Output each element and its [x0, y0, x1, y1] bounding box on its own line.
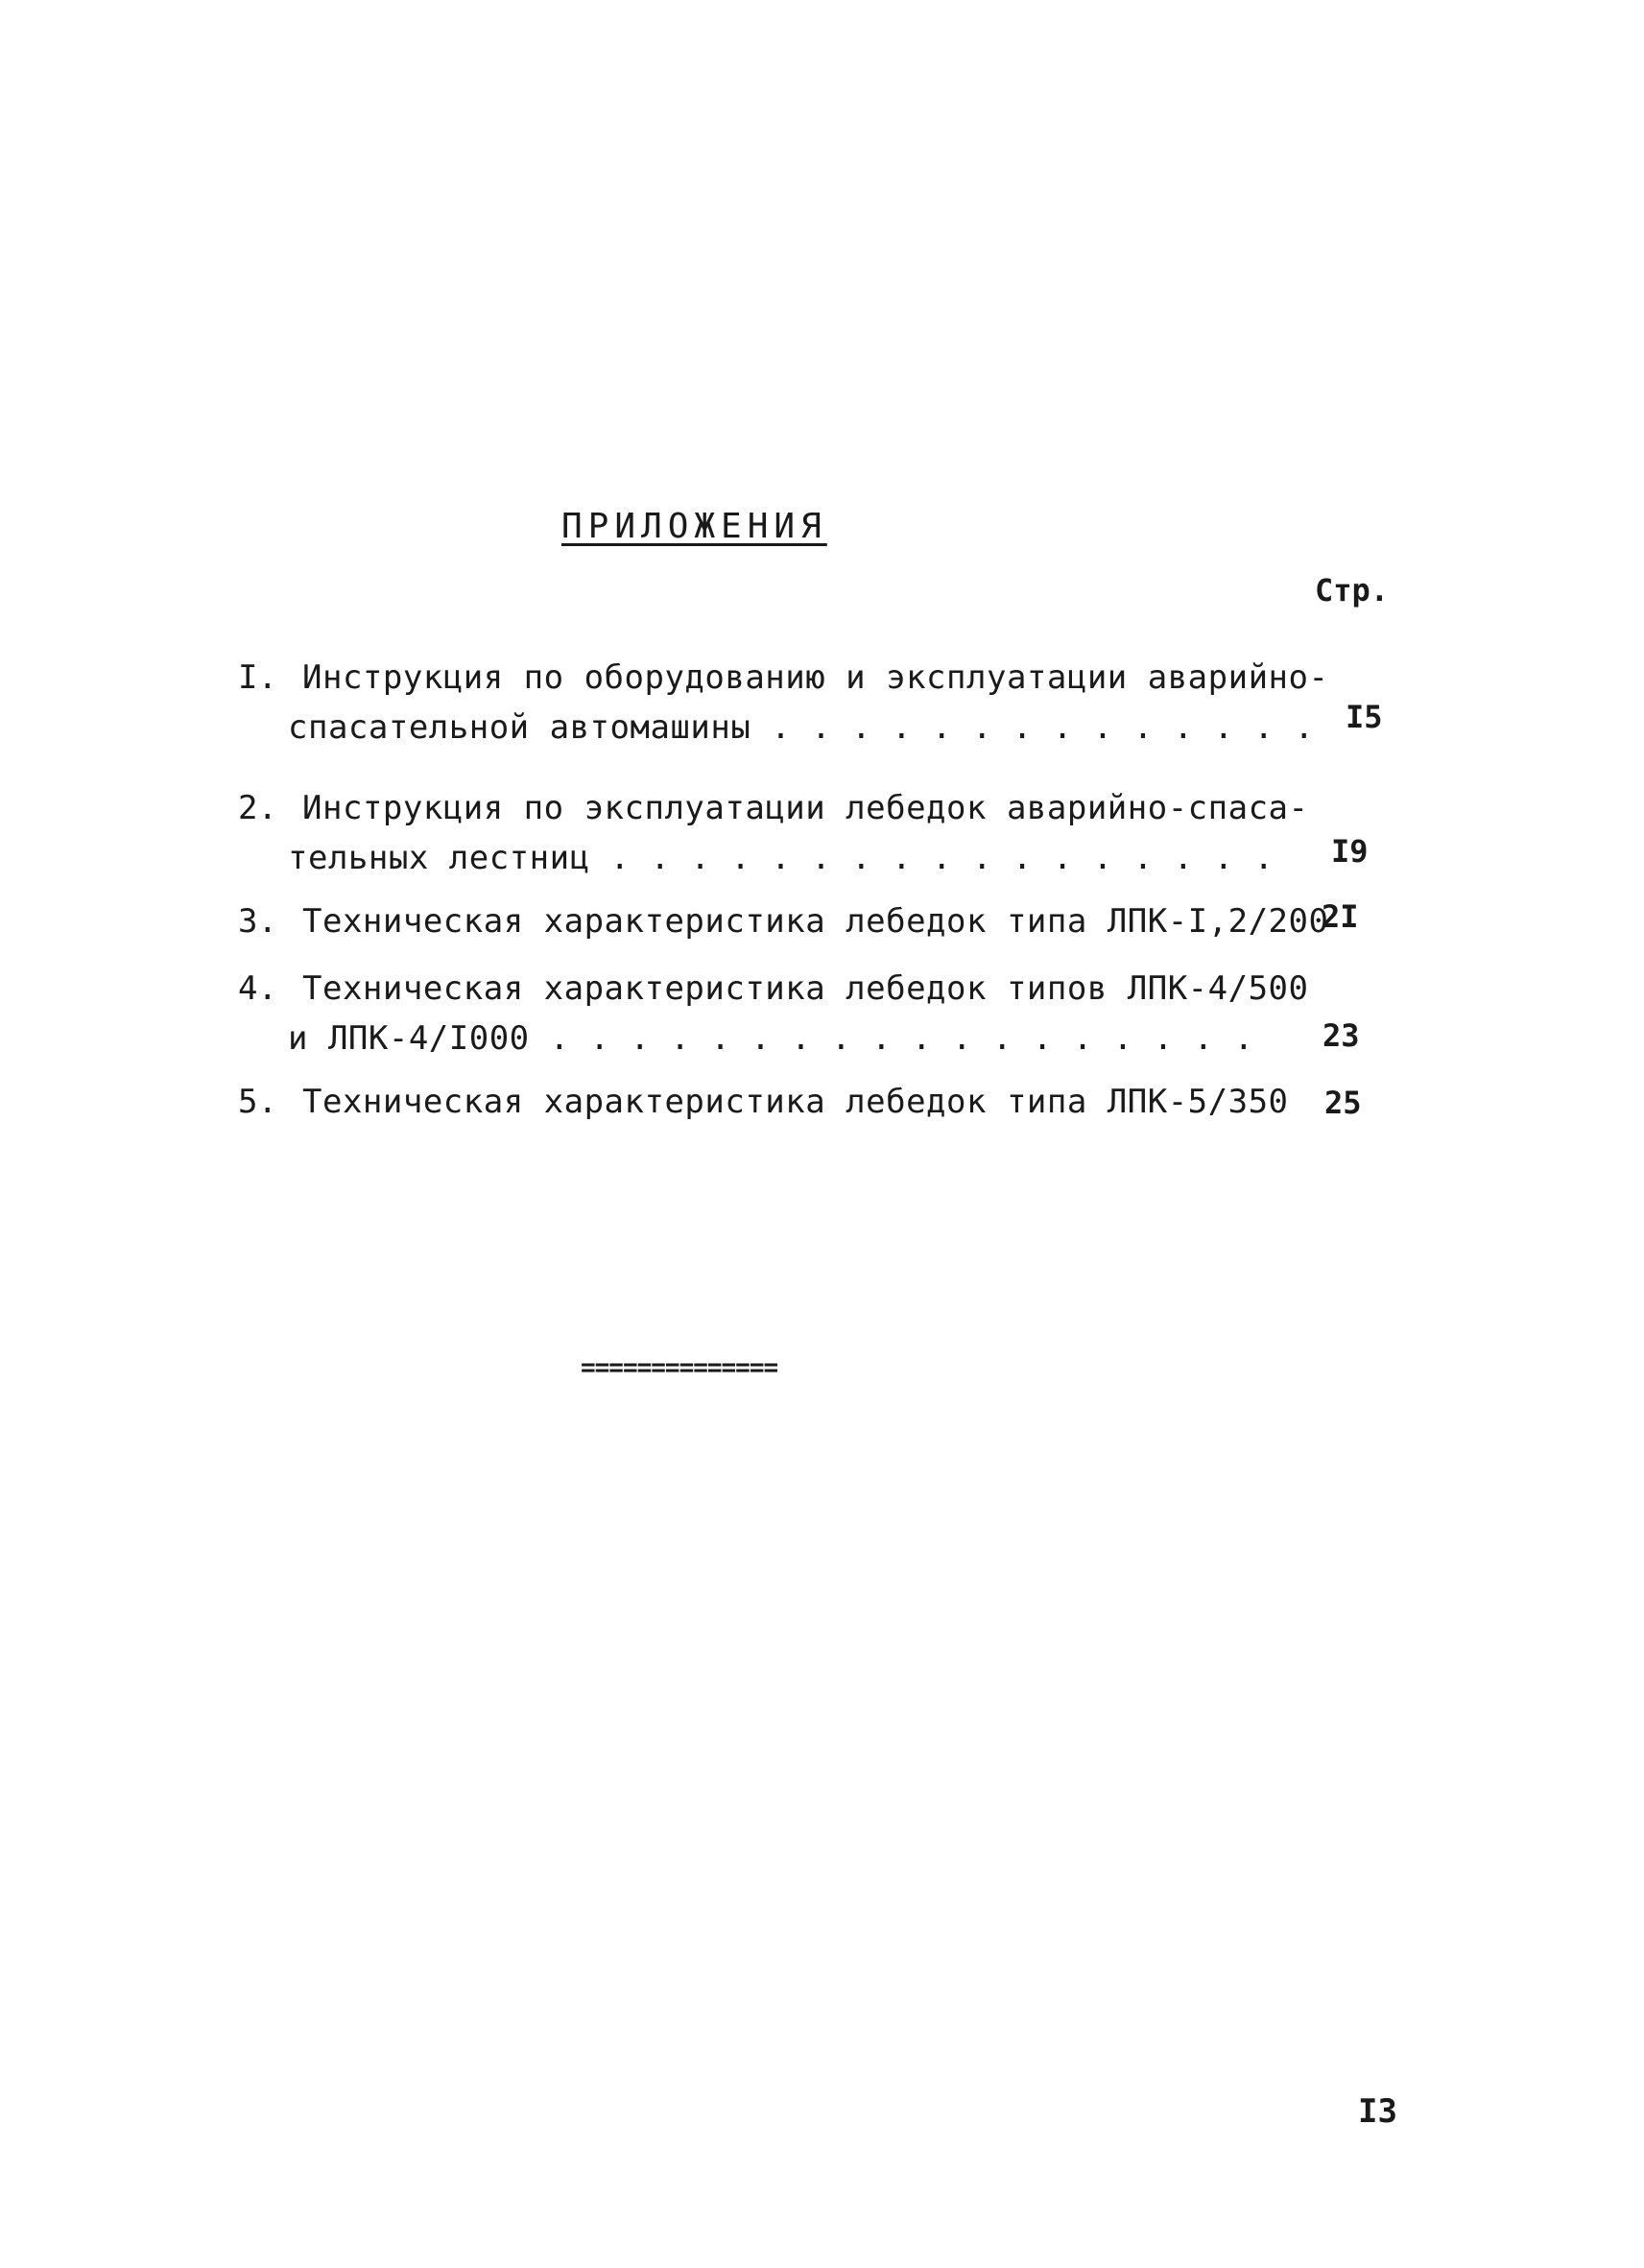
entry-number: 2.: [238, 789, 277, 827]
entry-page-number: 23: [1322, 1017, 1360, 1054]
entry-number: 4.: [238, 969, 277, 1008]
section-separator: ==============: [581, 1353, 778, 1382]
entry-page-number: 25: [1324, 1085, 1362, 1121]
appendices-heading: ПРИЛОЖЕНИЯ: [561, 507, 827, 546]
entry-title-line: Инструкция по эксплуатации лебедок аварийно-спаса-: [302, 789, 1309, 827]
entry-page-number: I9: [1331, 833, 1369, 870]
entry-page-number: I5: [1346, 699, 1383, 735]
entry-title-line: спасательной автомашины . . . . . . . . . . . . . .: [288, 708, 1315, 747]
page-number: I3: [1358, 2092, 1397, 2131]
entry-title-line: тельных лестниц . . . . . . . . . . . . . . . . .: [288, 839, 1275, 877]
page-column-label: Стр.: [1315, 572, 1390, 609]
entry-number: 3.: [238, 902, 277, 941]
entry-title-line: Техническая характеристика лебедок типа ЛПК-I,2/200: [302, 902, 1329, 941]
entry-title-line: и ЛПК-4/I000 . . . . . . . . . . . . . . . . . .: [288, 1019, 1254, 1058]
entry-number: I.: [238, 658, 277, 697]
entry-title-line: Инструкция по оборудованию и эксплуатации аварийно-: [302, 658, 1329, 697]
entry-title-line: Техническая характеристика лебедок типа ЛПК-5/350: [302, 1083, 1289, 1121]
entry-title-line: Техническая характеристика лебедок типов ЛПК-4/500: [302, 969, 1309, 1008]
entry-number: 5.: [238, 1083, 277, 1121]
entry-page-number: 2I: [1322, 898, 1359, 935]
